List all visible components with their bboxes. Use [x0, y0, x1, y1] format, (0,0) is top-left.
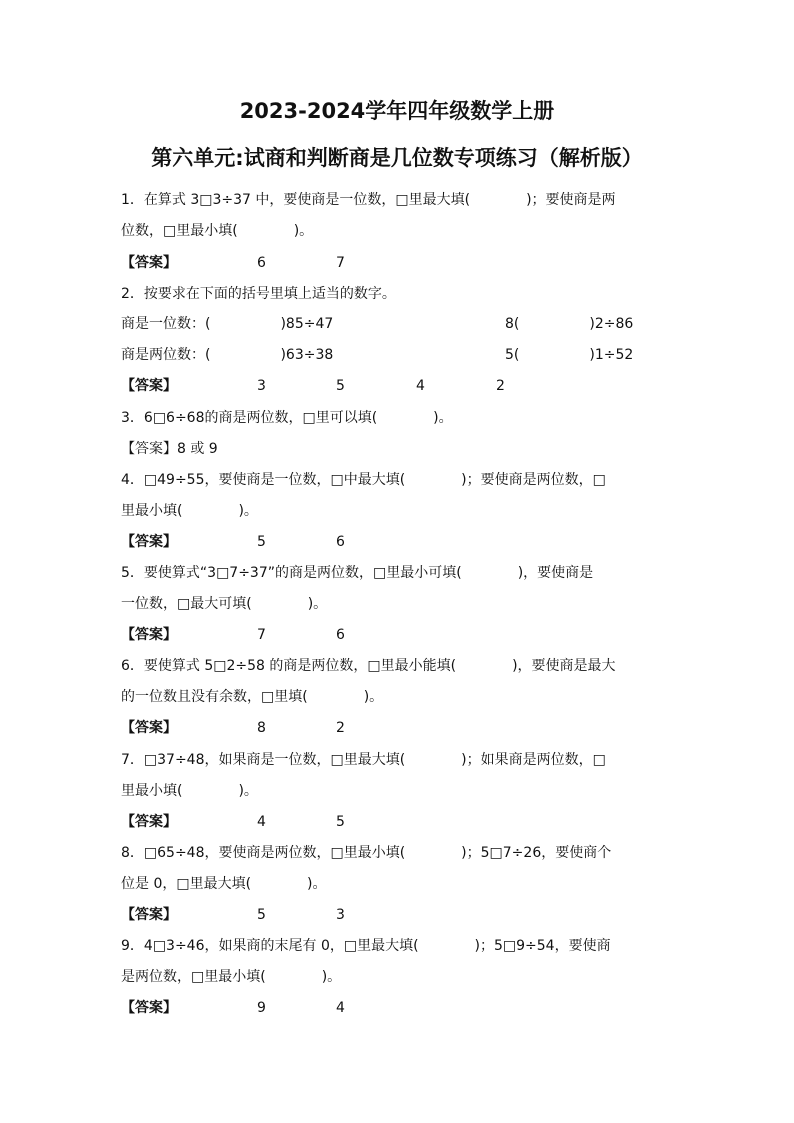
question-9-line-2: 是两位数，□里最小填( )。: [121, 969, 342, 985]
answer-7-value-1: 4: [257, 814, 266, 830]
answer-4-value-1: 5: [257, 534, 266, 550]
answer-label: 【答案】: [121, 814, 177, 830]
answer-1-value-1: 6: [257, 255, 266, 271]
answer-label: 【答案】: [121, 627, 177, 643]
answer-7-value-2: 5: [336, 814, 345, 830]
question-6-line-2: 的一位数且没有余数，□里填( )。: [121, 689, 384, 705]
answer-4-value-2: 6: [336, 534, 345, 550]
question-9-line-1: 9．4□3÷46，如果商的末尾有 0，□里最大填( )；5□9÷54，要使商: [121, 938, 611, 954]
question-5-line-1: 5．要使算式“3□7÷37”的商是两位数，□里最小可填( )，要使商是: [121, 565, 594, 581]
question-5-line-2: 一位数，□最大可填( )。: [121, 596, 328, 612]
answer-6-value-2: 2: [336, 720, 345, 736]
question-7-line-2: 里最小填( )。: [121, 783, 258, 799]
document-subtitle: 第六单元:试商和判断商是几位数专项练习（解析版）: [151, 146, 643, 170]
question-4-line-2: 里最小填( )。: [121, 503, 258, 519]
answer-label: 【答案】: [121, 907, 177, 923]
question-2-line-1: 2．按要求在下面的括号里填上适当的数字。: [121, 286, 396, 302]
answer-label: 【答案】: [121, 255, 177, 271]
answer-5-value-1: 7: [257, 627, 266, 643]
question-3-line-1: 3．6□6÷68的商是两位数，□里可以填( )。: [121, 410, 453, 426]
question-1-line-1: 1．在算式 3□3÷37 中，要使商是一位数，□里最大填( )；要使商是两: [121, 192, 616, 208]
answer-9-value-2: 4: [336, 1000, 345, 1016]
answer-8-value-2: 3: [336, 907, 345, 923]
answer-label: 【答案】: [121, 1000, 177, 1016]
answer-2-value-3: 4: [416, 378, 425, 394]
answer-label: 【答案】: [121, 720, 177, 736]
question-6-line-1: 6．要使算式 5□2÷58 的商是两位数，□里最小能填( )，要使商是最大: [121, 658, 616, 674]
question-8-line-1: 8．□65÷48，要使商是两位数，□里最小填( )；5□7÷26，要使商个: [121, 845, 612, 861]
answer-2-value-1: 3: [257, 378, 266, 394]
answer-3: 【答案】8 或 9: [121, 441, 218, 457]
answer-9-value-1: 9: [257, 1000, 266, 1016]
question-4-line-1: 4．□49÷55，要使商是一位数，□中最大填( )；要使商是两位数，□: [121, 472, 606, 488]
answer-label: 【答案】: [121, 378, 177, 394]
answer-6-value-1: 8: [257, 720, 266, 736]
question-2-row-2-right: 5( )1÷52: [505, 347, 634, 363]
answer-label: 【答案】: [121, 534, 177, 550]
answer-8-value-1: 5: [257, 907, 266, 923]
answer-2-value-2: 5: [336, 378, 345, 394]
question-2-row-2-left: 商是两位数：( )63÷38: [121, 347, 334, 363]
question-7-line-1: 7．□37÷48，如果商是一位数，□里最大填( )；如果商是两位数，□: [121, 752, 606, 768]
question-2-row-1-left: 商是一位数：( )85÷47: [121, 316, 334, 332]
answer-5-value-2: 6: [336, 627, 345, 643]
answer-1-value-2: 7: [336, 255, 345, 271]
answer-2-value-4: 2: [496, 378, 505, 394]
question-2-row-1-right: 8( )2÷86: [505, 316, 634, 332]
document-title: 2023-2024学年四年级数学上册: [239, 99, 555, 123]
question-1-line-2: 位数，□里最小填( )。: [121, 223, 314, 239]
question-8-line-2: 位是 0，□里最大填( )。: [121, 876, 327, 892]
